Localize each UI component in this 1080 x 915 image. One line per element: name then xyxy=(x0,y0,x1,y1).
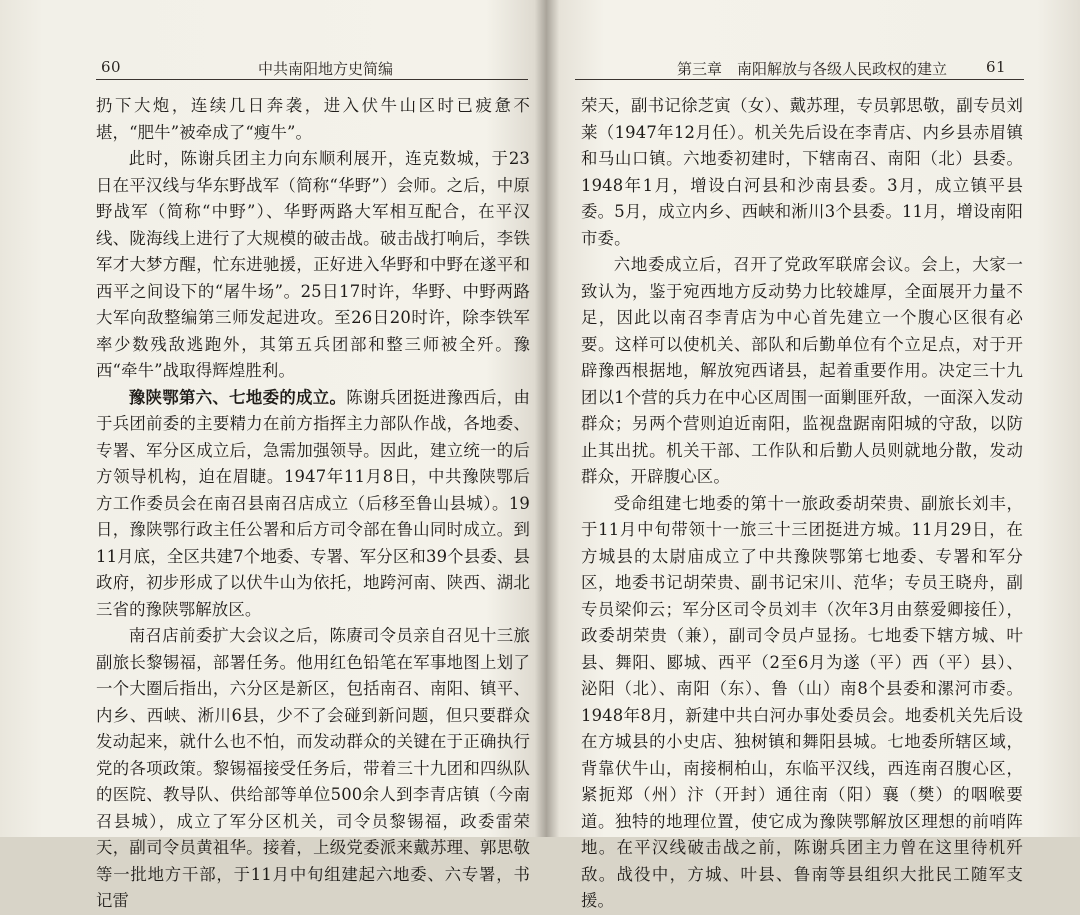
left-running-title: 中共南阳地方史简编 xyxy=(258,60,394,78)
right-header-rule xyxy=(575,79,1024,80)
right-body-text xyxy=(581,93,1023,915)
right-paragraph-1: 荣天，副书记徐芝寅（女）、戴苏理，专员郭思敬，副专员刘莱（1947年12月任）。机关先后设在李青店、内乡县赤眉镇和马山口镇。六地委初建时，下辖南召、南阳（北）县委。1948年1月，增设白河县和沙南县委。3月，成立镇平县委。5月，成立内乡、西峡和淅川3个县委。11月，增设南阳市委。 xyxy=(581,96,1023,248)
right-paragraph-2: 六地委成立后，召开了党政军联席会议。会上，大家一致认为，鉴于宛西地方反动势力比较雄厚，全面展开力量不足，因此以南召李青店为中心首先建立一个腹心区很有必要。这样可以使机关、部队和后勤单位有个立足点，对于开辟豫西根据地，解放宛西诸县，起着重要作用。决定三十九团以1个营的兵力在中心区周围一面剿匪歼敌，一面深入发动群众；另两个营则迫近南阳，监视盘踞南阳城的守敌，以防止其出扰。机关干部、工作队和后勤人员则就地分散，发动群众，开辟腹心区。 xyxy=(581,255,1023,486)
left-paragraph-4: 南召店前委扩大会议之后，陈赓司令员亲自召见十三旅副旅长黎锡福，部署任务。他用红色铅笔在军事地图上划了一个大圈后指出，六分区是新区，包括南召、南阳、镇平、内乡、西峡、淅川6县，少不了会碰到新问题，但只要群众发动起来，就什么也不怕，而发动群众的关键在于正确执行党的各项政策。黎锡福接受任务后，带着三十九团和四纵队的医院、教导队、供给部等单位500余人到李青店镇（今南召县城），成立了军分区机关，司令员黎锡福，政委雷荣天，副司令员黄祖华。接着，上级党委派来戴苏理、郭思敬等一批地方干部，于11月中旬组建起六地委、六专署，书记雷 xyxy=(96,626,530,910)
left-header-rule xyxy=(96,79,528,80)
left-paragraph-1: 扔下大炮，连续几日奔袭，进入伏牛山区时已疲惫不堪，“肥牛”被牵成了“瘦牛”。 xyxy=(96,96,530,142)
left-paragraph-3 xyxy=(96,385,530,624)
right-page-number: 61 xyxy=(986,58,1007,76)
left-body-text xyxy=(96,93,530,915)
right-page xyxy=(553,0,1080,910)
left-paragraph-2: 此时，陈谢兵团主力向东顺利展开，连克数城，于23日在平汉线与华东野战军（简称“华野”）会师。之后，中原野战军（简称“中野”）、华野两路大军相互配合，在平汉线、陇海线上进行了大规模的破击战。破击战打响后，李铁军才大梦方醒，忙东进驰援，正好进入华野和中野在遂平和西平之间设下的“屠牛场”。25日17时许，华野、中野两路大军向敌整编第三师发起进攻。至26日20时许，除李铁军率少数残敌逃跑外，其第五兵团部和整三师被全歼。豫西“牵牛”战取得辉煌胜利。 xyxy=(96,149,530,380)
right-paragraph-3: 受命组建七地委的第十一旅政委胡荣贵、副旅长刘丰，于11月中旬带领十一旅三十三团挺进方城。11月29日，在方城县的太尉庙成立了中共豫陕鄂第七地委、专署和军分区，地委书记胡荣贵、副书记宋川、范华；专员王晓舟，副专员梁仰云；军分区司令员刘丰（次年3月由蔡爱卿接任），政委胡荣贵（兼），副司令员卢显扬。七地委下辖方城、叶县、舞阳、郾城、西平（2至6月为遂（平）西（平）县）、泌阳（北）、南阳（东）、鲁（山）南8个县委和漯河市委。1948年8月，新建中共白河办事处委员会。地委机关先后设在方城县的小史店、独树镇和舞阳县城。七地委所辖区域，背靠伏牛山，南接桐柏山，东临平汉线，西连南召腹心区，紧扼郑（州）汴（开封）通往南（阳）襄（樊）的咽喉要道。独特的地理位置，使它成为豫陕鄂解放区理想的前哨阵地。在平汉线破击战之前，陈谢兵团主力曾在这里待机歼敌。战役中，方城、叶县、鲁南等县组织大批民工随军支援。 xyxy=(581,493,1023,910)
section-heading: 豫陕鄂第六、七地委的成立。 xyxy=(128,387,347,407)
left-paragraph-3-text: 陈谢兵团挺进豫西后，由于兵团前委的主要精力在前方指挥主力部队作战，各地委、专署、军分区成立后，急需加强领导。因此，建立统一的后方领导机构，迫在眉睫。1947年11月8日，中共豫陕鄂后方工作委员会在南召县南召店成立（后移至鲁山县城）。19日，豫陕鄂行政主任公署和后方司令部在鲁山同时成立。到11月底，全区共建7个地委、专署、军分区和39个县委、县政府，初步形成了以伏牛山为依托，地跨河南、陕西、湖北三省的豫陕鄂解放区。 xyxy=(96,387,530,619)
left-page-number: 60 xyxy=(101,58,122,76)
right-running-title: 第三章 南阳解放与各级人民政权的建立 xyxy=(677,60,948,78)
